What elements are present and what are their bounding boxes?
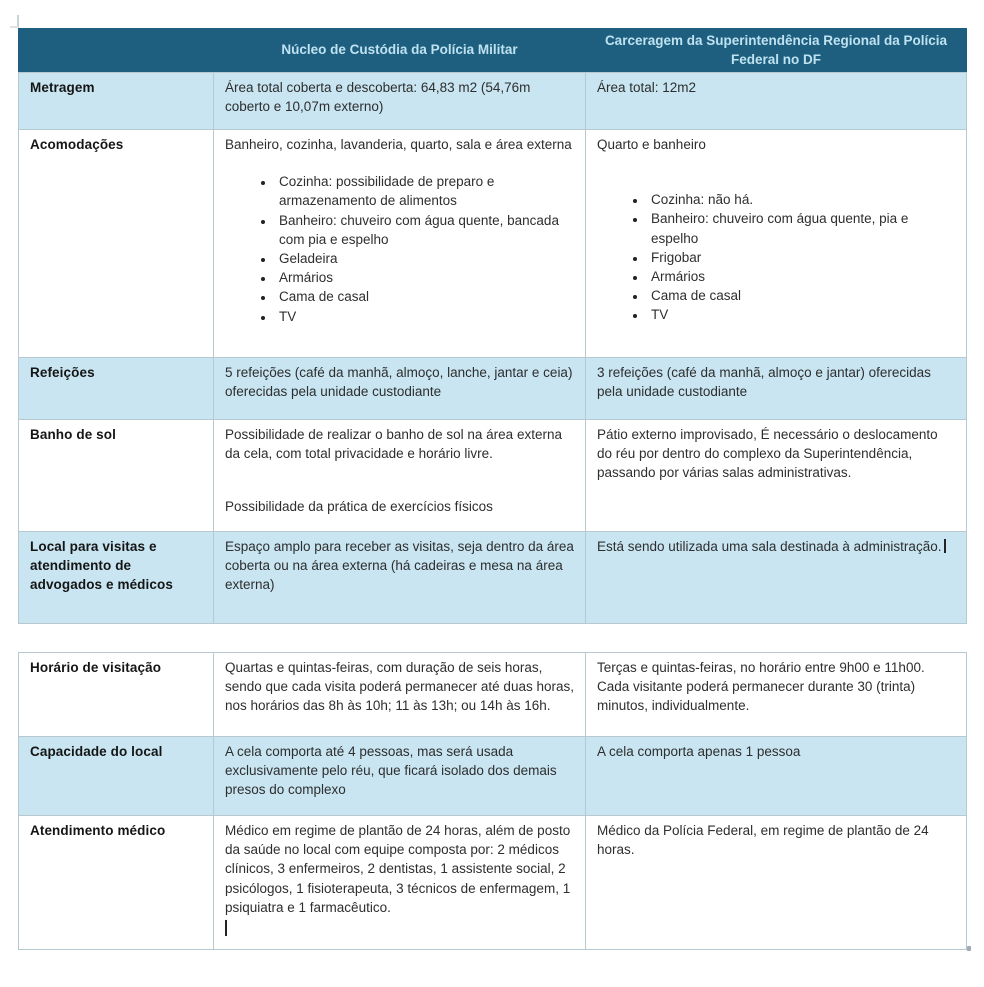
paragraph: Possibilidade da prática de exercícios físicos [225,499,493,515]
row-label-banho-de-sol: Banho de sol [19,420,214,532]
list-item: • Frigobar [647,248,955,267]
text-cursor [225,920,227,936]
cell-metragem-pf [586,73,967,130]
paragraph: Quarto e banheiro [597,137,706,152]
row-local-visitas [19,532,967,624]
paragraph: Médico da Polícia Federal, em regime de plantão de 24 horas. [597,823,929,858]
row-label-horario-visitacao: Horário de visitação [19,653,214,737]
row-refeicoes [19,358,967,420]
list-item: • TV [647,305,955,324]
list-item: • Armários [275,268,574,287]
row-label-atendimento-medico: Atendimento médico [19,816,214,950]
paragraph: Área total: 12m2 [597,80,697,95]
cell-atendimento-pm [214,816,586,950]
cell-capacidade-pf [586,737,967,816]
cell-acomodacoes-pf [586,130,967,358]
list-item: • Cama de casal [647,286,955,305]
row-atendimento-medico [19,816,967,950]
header-pm-column: Núcleo de Custódia da Polícia Militar [214,29,586,73]
header-row [19,29,967,73]
list-item: • Geladeira [275,249,574,268]
list-item: • Banheiro: chuveiro com água quente, bancada com pia e espelho [275,211,574,249]
row-label-refeicoes: Refeições [19,358,214,420]
list-item: • Cozinha: possibilidade de preparo e armazenamento de alimentos [275,172,574,210]
comparison-table-lower [18,652,967,950]
cell-metragem-pm [214,73,586,130]
paragraph: Quartas e quintas-feiras, com duração de seis horas, sendo que cada visita poderá permanecer até duas horas, nos horários das 8h às 10h; 11 às 13h; ou 14h às 16h. [225,660,574,714]
stray-mark-bottom-right [967,946,971,951]
header-corner-cell [19,29,214,73]
list-item: • Cozinha: não há. [647,190,955,209]
cell-refeicoes-pm [214,358,586,420]
list-item: • Cama de casal [275,287,574,306]
cell-refeicoes-pf [586,358,967,420]
row-label-capacidade: Capacidade do local [19,737,214,816]
cell-banho-pf [586,420,967,532]
paragraph: Banheiro, cozinha, lavanderia, quarto, sala e área externa [225,137,572,152]
list-item: • Armários [647,267,955,286]
cell-local-visitas-pm [214,532,586,624]
stray-mark-top-left [10,15,19,28]
row-label-metragem: Metragem [19,73,214,130]
cell-atendimento-pf [586,816,967,950]
cell-local-visitas-pf [586,532,967,624]
cell-acomodacoes-pm [214,130,586,358]
cell-banho-pm [214,420,586,532]
cell-horario-pf [586,653,967,737]
list-item: • Banheiro: chuveiro com água quente, pia e espelho [647,209,955,247]
list-item: • TV [275,307,574,326]
row-metragem [19,73,967,130]
bullet-list-pf [597,190,955,324]
comparison-table-upper [18,28,967,624]
row-label-local-visitas: Local para visitas e atendimento de advogados e médicos [19,532,214,624]
row-acomodacoes [19,130,967,358]
paragraph: Possibilidade de realizar o banho de sol na área externa da cela, com total privacidade e horário livre. [225,427,562,462]
paragraph: Área total coberta e descoberta: 64,83 m2 (54,76m coberto e 10,07m externo) [225,80,531,115]
paragraph: 5 refeições (café da manhã, almoço, lanche, jantar e ceia) oferecidas pela unidade custodiante [225,365,573,400]
row-horario-visitacao [19,653,967,737]
header-pf-column: Carceragem da Superintendência Regional da Polícia Federal no DF [586,29,967,73]
row-label-acomodacoes: Acomodações [19,130,214,358]
paragraph: Terças e quintas-feiras, no horário entre 9h00 e 11h00. Cada visitante poderá permanecer durante 30 (trinta) minutos, individualmente. [597,660,925,714]
paragraph: A cela comporta apenas 1 pessoa [597,744,801,759]
row-capacidade [19,737,967,816]
paragraph [597,537,955,556]
paragraph: 3 refeições (café da manhã, almoço e jantar) oferecidas pela unidade custodiante [597,365,931,400]
paragraph: Espaço amplo para receber as visitas, seja dentro da área coberta ou na área externa (há cadeiras e mesa na área externa) [225,539,574,593]
paragraph: A cela comporta até 4 pessoas, mas será usada exclusivamente pelo réu, que ficará isolado dos demais presos do complexo [225,744,557,798]
row-banho-de-sol [19,420,967,532]
paragraph: Pátio externo improvisado, É necessário o deslocamento do réu por dentro do complexo da Superintendência, passando por várias salas administrativas. [597,427,938,481]
bullet-list-pm [225,172,574,326]
text-cursor [944,539,946,553]
paragraph: Médico em regime de plantão de 24 horas, além de posto da saúde no local com equipe composta por: 2 médicos clínicos, 3 enfermeiros, 2 dentistas, 1 assistente social, 2 psicólogos, 1 fisioterapeuta, 3 técnicos de enfermagem, 1 psiquiatra e 1 farmacêutico. [225,823,571,915]
cell-horario-pm [214,653,586,737]
paragraph-text: Está sendo utilizada uma sala destinada à administração. [597,539,942,554]
cell-capacidade-pm [214,737,586,816]
